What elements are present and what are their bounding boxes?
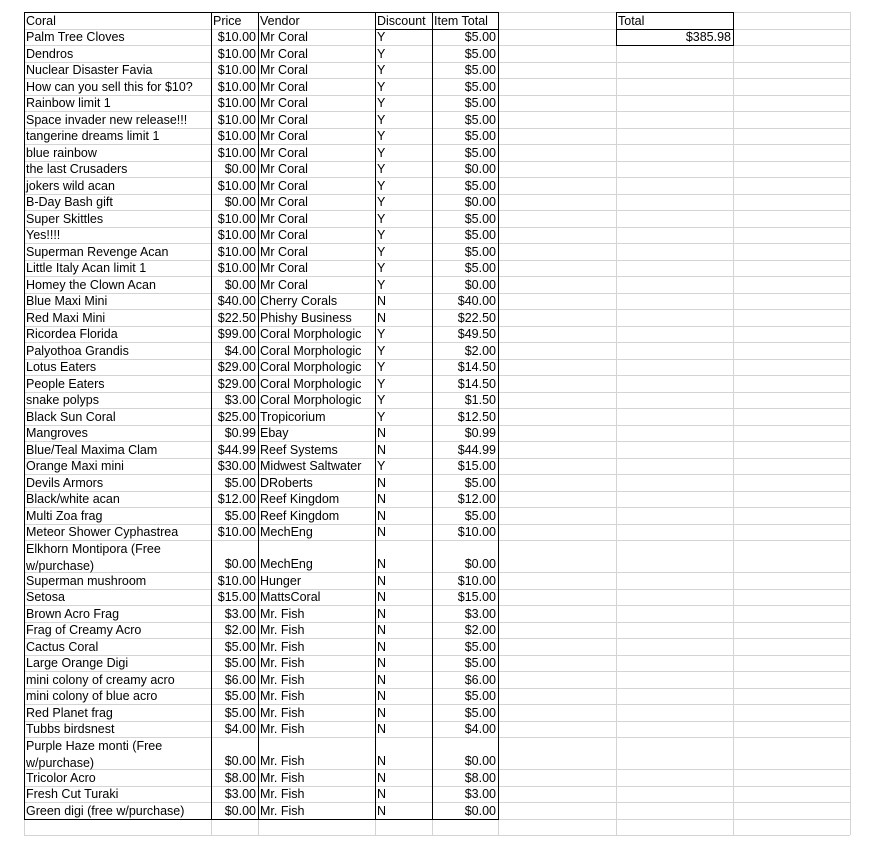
cell-item-total[interactable]: $0.00 — [464, 195, 496, 209]
cell-discount[interactable]: Y — [377, 327, 386, 341]
cell-item-total[interactable]: $1.50 — [464, 393, 496, 407]
cell-item-total[interactable]: $14.50 — [457, 376, 496, 391]
cell-price[interactable]: $40.00 — [217, 294, 256, 308]
cell-item-total[interactable]: $5.00 — [464, 145, 496, 160]
header-vendor[interactable]: Vendor — [260, 13, 300, 28]
cell-discount[interactable]: Y — [377, 360, 386, 374]
cell-discount[interactable]: N — [377, 656, 387, 670]
cell-item-total[interactable]: $5.00 — [464, 705, 496, 720]
cell-discount[interactable]: Y — [377, 30, 386, 44]
cell-discount[interactable]: N — [377, 573, 387, 588]
cell-price[interactable]: $22.50 — [217, 310, 256, 325]
cell-item-total[interactable]: $44.99 — [457, 442, 496, 457]
cell-price[interactable]: $5.00 — [224, 656, 256, 670]
cell-coral[interactable]: Meteor Shower Cyphastrea — [26, 525, 179, 539]
cell-item-total[interactable]: $3.00 — [464, 606, 496, 621]
cell-item-total[interactable]: $5.00 — [464, 129, 496, 143]
total-header-border — [616, 29, 733, 30]
cell-price[interactable]: $10.00 — [217, 244, 256, 259]
cell-price[interactable]: $10.00 — [217, 211, 256, 226]
cell-coral[interactable]: Ricordea Florida — [26, 327, 118, 341]
cell-discount[interactable]: Y — [377, 211, 386, 226]
cell-price[interactable]: $10.00 — [217, 228, 256, 242]
cell-item-total[interactable]: $5.00 — [464, 689, 496, 703]
cell-discount[interactable]: Y — [377, 195, 386, 209]
cell-price[interactable]: $0.00 — [224, 754, 256, 768]
cell-discount[interactable]: N — [377, 705, 387, 720]
cell-price[interactable]: $10.00 — [217, 79, 256, 94]
cell-coral[interactable]: Cactus Coral — [26, 639, 99, 654]
cell-price[interactable]: $4.00 — [224, 343, 256, 358]
cell-price[interactable]: $10.00 — [217, 30, 256, 44]
cell-discount[interactable]: Y — [377, 178, 386, 193]
cell-coral[interactable]: Tricolor Acro — [26, 770, 96, 785]
cell-price[interactable]: $15.00 — [217, 590, 256, 604]
cell-discount[interactable]: Y — [377, 96, 386, 110]
cell-coral[interactable]: the last Crusaders — [26, 162, 128, 176]
cell-discount[interactable]: Y — [377, 228, 386, 242]
cell-vendor[interactable]: Reef Kingdom — [260, 492, 340, 506]
cell-vendor[interactable]: Phishy Business — [260, 310, 352, 325]
cell-discount[interactable]: N — [377, 294, 387, 308]
cell-coral[interactable]: Palyothoa Grandis — [26, 343, 129, 358]
cell-vendor[interactable]: Mr. Fish — [260, 639, 305, 654]
cell-vendor[interactable]: Hunger — [260, 573, 301, 588]
cell-vendor[interactable]: Mr Coral — [260, 178, 308, 193]
cell-item-total[interactable]: $5.00 — [464, 63, 496, 77]
cell-vendor[interactable]: Mr Coral — [260, 30, 308, 44]
cell-coral[interactable]: tangerine dreams limit 1 — [26, 129, 160, 143]
cell-price[interactable]: $10.00 — [217, 261, 256, 275]
cell-price[interactable]: $3.00 — [224, 393, 256, 407]
cell-price[interactable]: $3.00 — [224, 787, 256, 801]
cell-item-total[interactable]: $10.00 — [457, 525, 496, 539]
cell-vendor[interactable]: DRoberts — [260, 475, 313, 490]
cell-coral[interactable]: jokers wild acan — [26, 178, 115, 193]
cell-item-total[interactable]: $5.00 — [464, 211, 496, 226]
cell-vendor[interactable]: Coral Morphologic — [260, 376, 362, 391]
cell-discount[interactable]: Y — [377, 244, 386, 259]
cell-vendor[interactable]: Coral Morphologic — [260, 393, 362, 407]
cell-coral[interactable]: Blue Maxi Mini — [26, 294, 108, 308]
gridline-vertical — [498, 12, 499, 835]
cell-price[interactable]: $10.00 — [217, 145, 256, 160]
cell-discount[interactable]: N — [377, 623, 387, 637]
cell-price[interactable]: $10.00 — [217, 63, 256, 77]
cell-coral[interactable]: Red Planet frag — [26, 705, 113, 720]
cell-discount[interactable]: Y — [377, 46, 386, 61]
cell-coral[interactable]: Devils Armors — [26, 475, 104, 490]
cell-coral[interactable]: Little Italy Acan limit 1 — [26, 261, 147, 275]
cell-vendor[interactable]: MechEng — [260, 557, 313, 571]
cell-vendor[interactable]: Mr Coral — [260, 63, 308, 77]
cell-vendor[interactable]: Mr. Fish — [260, 803, 305, 818]
gridline-vertical — [616, 12, 617, 835]
cell-item-total[interactable]: $14.50 — [457, 360, 496, 374]
cell-discount[interactable]: Y — [377, 393, 386, 407]
cell-price[interactable]: $10.00 — [217, 129, 256, 143]
cell-item-total[interactable]: $15.00 — [457, 459, 496, 473]
cell-price[interactable]: $0.00 — [224, 162, 256, 176]
cell-item-total[interactable]: $5.00 — [464, 244, 496, 259]
cell-vendor[interactable]: Reef Kingdom — [260, 508, 340, 523]
cell-vendor[interactable]: Mr. Fish — [260, 770, 305, 785]
cell-discount[interactable]: Y — [377, 129, 386, 143]
cell-price[interactable]: $29.00 — [217, 360, 256, 374]
cell-coral[interactable]: Nuclear Disaster Favia — [26, 63, 153, 77]
header-price[interactable]: Price — [213, 13, 242, 28]
cell-discount[interactable]: N — [377, 787, 387, 801]
cell-vendor[interactable]: Mr Coral — [260, 261, 308, 275]
cell-discount[interactable]: Y — [377, 261, 386, 275]
cell-discount[interactable]: N — [377, 442, 387, 457]
cell-item-total[interactable]: $5.00 — [464, 46, 496, 61]
gridline-horizontal — [24, 835, 850, 836]
cell-coral[interactable]: blue rainbow — [26, 145, 97, 160]
cell-discount[interactable]: N — [377, 639, 387, 654]
cell-discount[interactable]: N — [377, 672, 387, 687]
cell-item-total[interactable]: $5.00 — [464, 639, 496, 654]
cell-discount[interactable]: N — [377, 770, 387, 785]
cell-discount[interactable]: N — [377, 803, 387, 818]
cell-vendor[interactable]: Mr. Fish — [260, 754, 305, 768]
cell-item-total[interactable]: $5.00 — [464, 228, 496, 242]
cell-coral[interactable]: Brown Acro Frag — [26, 606, 120, 621]
cell-item-total[interactable]: $15.00 — [457, 590, 496, 604]
header-coral[interactable]: Coral — [26, 13, 56, 28]
cell-vendor[interactable]: Mr Coral — [260, 46, 308, 61]
cell-price[interactable]: $10.00 — [217, 573, 256, 588]
cell-vendor[interactable]: Midwest Saltwater — [260, 459, 362, 473]
cell-coral[interactable]: How can you sell this for $10? — [26, 79, 193, 94]
cell-item-total[interactable]: $3.00 — [464, 787, 496, 801]
cell-item-total[interactable]: $5.00 — [464, 261, 496, 275]
cell-item-total[interactable]: $0.00 — [464, 277, 496, 292]
cell-vendor[interactable]: Mr. Fish — [260, 656, 305, 670]
cell-discount[interactable]: N — [377, 525, 387, 539]
cell-item-total[interactable]: $5.00 — [464, 178, 496, 193]
cell-discount[interactable]: N — [377, 557, 387, 571]
cell-vendor[interactable]: Mr. Fish — [260, 722, 305, 736]
cell-item-total[interactable]: $0.00 — [464, 162, 496, 176]
cell-price[interactable]: $29.00 — [217, 376, 256, 391]
cell-item-total[interactable]: $12.00 — [457, 492, 496, 506]
cell-discount[interactable]: Y — [377, 112, 386, 127]
cell-discount[interactable]: N — [377, 492, 387, 506]
cell-coral[interactable]: Red Maxi Mini — [26, 310, 106, 325]
cell-coral[interactable]: Dendros — [26, 46, 74, 61]
cell-coral[interactable]: mini colony of creamy acro — [26, 672, 175, 687]
cell-vendor[interactable]: Coral Morphologic — [260, 360, 362, 374]
cell-price[interactable]: $5.00 — [224, 639, 256, 654]
cell-discount[interactable]: N — [377, 722, 387, 736]
cell-price[interactable]: $10.00 — [217, 178, 256, 193]
cell-vendor[interactable]: Tropicorium — [260, 409, 326, 424]
cell-vendor[interactable]: Mr. Fish — [260, 705, 305, 720]
cell-coral[interactable]: Frag of Creamy Acro — [26, 623, 142, 637]
cell-item-total[interactable]: $4.00 — [464, 722, 496, 736]
cell-vendor[interactable]: Mr Coral — [260, 96, 308, 110]
cell-coral[interactable]: snake polyps — [26, 393, 99, 407]
cell-coral[interactable]: Green digi (free w/purchase) — [26, 803, 185, 818]
column-border — [432, 12, 433, 819]
gridline-vertical — [850, 12, 851, 835]
cell-price[interactable]: $5.00 — [224, 689, 256, 703]
cell-price[interactable]: $0.99 — [224, 426, 256, 440]
column-border — [211, 12, 212, 819]
cell-coral[interactable]: Superman Revenge Acan — [26, 244, 169, 259]
cell-coral[interactable]: Palm Tree Cloves — [26, 30, 125, 44]
cell-vendor[interactable]: Mr Coral — [260, 79, 308, 94]
cell-vendor[interactable]: Ebay — [260, 426, 289, 440]
cell-coral[interactable]: Multi Zoa frag — [26, 508, 103, 523]
cell-item-total[interactable]: $5.00 — [464, 508, 496, 523]
cell-discount[interactable]: N — [377, 310, 387, 325]
cell-vendor[interactable]: Mr. Fish — [260, 623, 305, 637]
cell-price[interactable]: $5.00 — [224, 705, 256, 720]
cell-coral[interactable]: Super Skittles — [26, 211, 104, 226]
cell-coral[interactable]: Black/white acan — [26, 492, 120, 506]
cell-price[interactable]: $6.00 — [224, 672, 256, 687]
cell-vendor[interactable]: Mr. Fish — [260, 689, 305, 703]
cell-coral[interactable]: Lotus Eaters — [26, 360, 97, 374]
cell-coral[interactable]: Fresh Cut Turaki — [26, 787, 119, 801]
cell-price[interactable]: $10.00 — [217, 525, 256, 539]
cell-discount[interactable]: N — [377, 754, 387, 768]
cell-price[interactable]: $44.99 — [217, 442, 256, 457]
cell-price[interactable]: $99.00 — [217, 327, 256, 341]
cell-coral[interactable]: Blue/Teal Maxima Clam — [26, 442, 158, 457]
cell-coral[interactable]: Purple Haze monti (Free w/purchase) — [26, 739, 163, 770]
cell-discount[interactable]: N — [377, 689, 387, 703]
cell-vendor[interactable]: Mr. Fish — [260, 787, 305, 801]
cell-price[interactable]: $10.00 — [217, 96, 256, 110]
cell-coral[interactable]: People Eaters — [26, 376, 105, 391]
cell-price[interactable]: $0.00 — [224, 803, 256, 818]
cell-coral[interactable]: Rainbow limit 1 — [26, 96, 111, 110]
cell-item-total[interactable]: $2.00 — [464, 623, 496, 637]
cell-price[interactable]: $5.00 — [224, 508, 256, 523]
cell-vendor[interactable]: Cherry Corals — [260, 294, 338, 308]
cell-discount[interactable]: Y — [377, 409, 386, 424]
cell-discount[interactable]: N — [377, 475, 387, 490]
cell-price[interactable]: $0.00 — [224, 195, 256, 209]
cell-coral[interactable]: Tubbs birdsnest — [26, 722, 115, 736]
cell-discount[interactable]: Y — [377, 343, 386, 358]
cell-price[interactable]: $25.00 — [217, 409, 256, 424]
cell-discount[interactable]: Y — [377, 376, 386, 391]
cell-coral[interactable]: Mangroves — [26, 426, 88, 440]
cell-item-total[interactable]: $22.50 — [457, 310, 496, 325]
cell-item-total[interactable]: $0.00 — [464, 803, 496, 818]
cell-item-total[interactable]: $5.00 — [464, 30, 496, 44]
cell-vendor[interactable]: Mr Coral — [260, 112, 308, 127]
cell-discount[interactable]: Y — [377, 145, 386, 160]
cell-discount[interactable]: Y — [377, 459, 386, 473]
cell-vendor[interactable]: MattsCoral — [260, 590, 321, 604]
cell-vendor[interactable]: Reef Systems — [260, 442, 338, 457]
cell-price[interactable]: $0.00 — [224, 277, 256, 292]
cell-item-total[interactable]: $5.00 — [464, 656, 496, 670]
cell-item-total[interactable]: $5.00 — [464, 475, 496, 490]
cell-vendor[interactable]: Mr Coral — [260, 195, 308, 209]
cell-coral[interactable]: Setosa — [26, 590, 65, 604]
cell-discount[interactable]: N — [377, 606, 387, 621]
gridline-vertical — [733, 12, 734, 835]
cell-coral[interactable]: mini colony of blue acro — [26, 689, 158, 703]
total-label[interactable]: Total — [618, 13, 645, 28]
cell-item-total[interactable]: $5.00 — [464, 79, 496, 94]
cell-coral[interactable]: Large Orange Digi — [26, 656, 129, 670]
cell-vendor[interactable]: Coral Morphologic — [260, 327, 362, 341]
cell-vendor[interactable]: Coral Morphologic — [260, 343, 362, 358]
cell-price[interactable]: $12.00 — [217, 492, 256, 506]
cell-vendor[interactable]: Mr Coral — [260, 129, 308, 143]
cell-price[interactable]: $2.00 — [224, 623, 256, 637]
cell-vendor[interactable]: Mr Coral — [260, 211, 308, 226]
header-border — [375, 29, 498, 30]
cell-price[interactable]: $10.00 — [217, 112, 256, 127]
cell-item-total[interactable]: $40.00 — [457, 294, 496, 308]
total-value[interactable]: $385.98 — [685, 30, 731, 44]
cell-coral[interactable]: Homey the Clown Acan — [26, 277, 156, 292]
cell-vendor[interactable]: Mr. Fish — [260, 672, 305, 687]
cell-vendor[interactable]: Mr. Fish — [260, 606, 305, 621]
cell-item-total[interactable]: $0.00 — [464, 557, 496, 571]
cell-item-total[interactable]: $5.00 — [464, 112, 496, 127]
cell-price[interactable]: $4.00 — [224, 722, 256, 736]
header-discount[interactable]: Discount — [377, 13, 426, 28]
cell-item-total[interactable]: $8.00 — [464, 770, 496, 785]
cell-item-total[interactable]: $49.50 — [457, 327, 496, 341]
cell-vendor[interactable]: Mr Coral — [260, 162, 308, 176]
cell-discount[interactable]: Y — [377, 63, 386, 77]
cell-discount[interactable]: Y — [377, 277, 386, 292]
cell-coral[interactable]: Superman mushroom — [26, 573, 147, 588]
cell-vendor[interactable]: Mr Coral — [260, 277, 308, 292]
header-item-total[interactable]: Item Total — [434, 13, 488, 28]
cell-item-total[interactable]: $2.00 — [464, 343, 496, 358]
column-border — [375, 12, 376, 819]
cell-coral[interactable]: Elkhorn Montipora (Free w/purchase) — [26, 542, 161, 573]
cell-coral[interactable]: Black Sun Coral — [26, 409, 116, 424]
cell-item-total[interactable]: $0.99 — [464, 426, 496, 440]
cell-coral[interactable]: Space invader new release!!! — [26, 112, 188, 127]
cell-price[interactable]: $8.00 — [224, 770, 256, 785]
cell-item-total[interactable]: $0.00 — [464, 754, 496, 768]
cell-coral[interactable]: B-Day Bash gift — [26, 195, 113, 209]
cell-discount[interactable]: N — [377, 590, 387, 604]
cell-vendor[interactable]: Mr Coral — [260, 145, 308, 160]
cell-discount[interactable]: N — [377, 508, 387, 523]
spreadsheet-grid — [24, 12, 850, 838]
cell-discount[interactable]: Y — [377, 162, 386, 176]
cell-price[interactable]: $3.00 — [224, 606, 256, 621]
cell-discount[interactable]: Y — [377, 79, 386, 94]
cell-item-total[interactable]: $6.00 — [464, 672, 496, 687]
cell-vendor[interactable]: MechEng — [260, 525, 313, 539]
cell-item-total[interactable]: $5.00 — [464, 96, 496, 110]
column-border — [258, 12, 259, 819]
cell-vendor[interactable]: Mr Coral — [260, 228, 308, 242]
cell-item-total[interactable]: $12.50 — [457, 409, 496, 424]
cell-discount[interactable]: N — [377, 426, 387, 440]
cell-coral[interactable]: Orange Maxi mini — [26, 459, 124, 473]
cell-vendor[interactable]: Mr Coral — [260, 244, 308, 259]
cell-price[interactable]: $30.00 — [217, 459, 256, 473]
cell-item-total[interactable]: $10.00 — [457, 573, 496, 588]
cell-price[interactable]: $5.00 — [224, 475, 256, 490]
cell-coral[interactable]: Yes!!!! — [26, 228, 61, 242]
cell-price[interactable]: $10.00 — [217, 46, 256, 61]
cell-price[interactable]: $0.00 — [224, 557, 256, 571]
